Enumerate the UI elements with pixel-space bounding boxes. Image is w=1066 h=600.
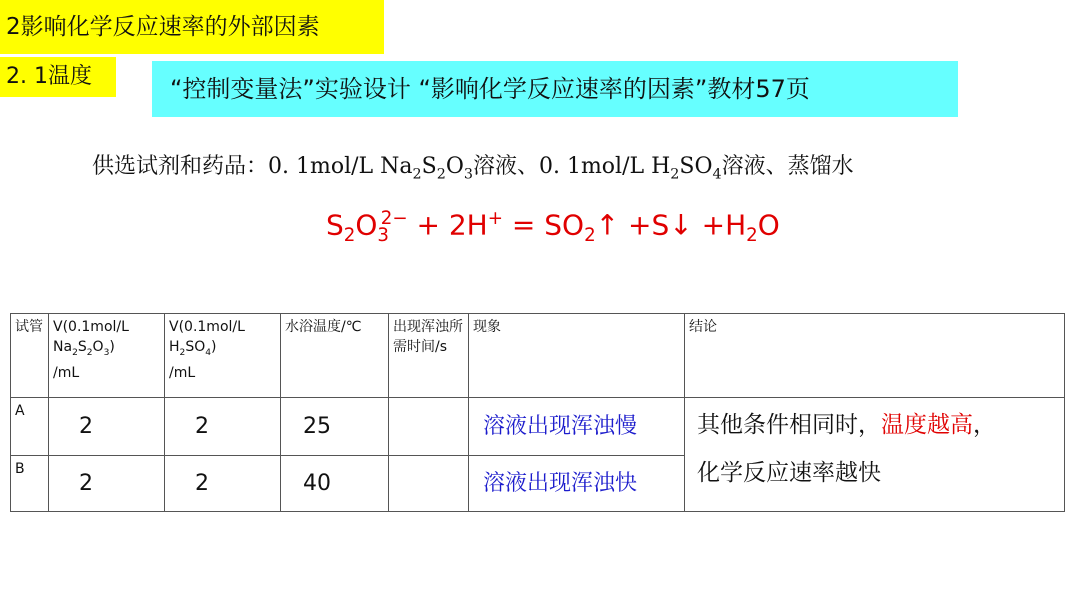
subscript: 2 — [584, 224, 596, 246]
formula-part: H — [651, 154, 671, 179]
reagents-prefix: 供选试剂和药品：0. 1mol/L — [92, 154, 381, 179]
phenomenon-value: 溶液出现浑浊慢 — [469, 398, 685, 456]
reagents-mid: 溶液、0. 1mol/L — [472, 154, 652, 179]
header-phenomenon: 现象 — [469, 314, 685, 398]
subsection-title: 2. 1温度 — [0, 57, 116, 97]
subscript: 2 — [670, 166, 680, 183]
subscript: 2 — [72, 347, 78, 358]
v1-value: 2 — [49, 456, 165, 512]
formula-part: Na — [53, 339, 73, 355]
experiment-table — [10, 313, 1065, 512]
header-temp: 水浴温度/℃ — [281, 314, 389, 398]
table-row — [11, 398, 1065, 456]
time-value — [389, 456, 469, 512]
header-v2 — [165, 314, 281, 398]
formula-part: S — [77, 339, 87, 355]
v2-value: 2 — [165, 398, 281, 456]
conclusion-cell — [685, 398, 1065, 512]
header-text: V(0.1mol/L — [169, 319, 245, 335]
header-v1 — [49, 314, 165, 398]
formula-part: = SO — [503, 208, 585, 242]
conclusion-text: 其他条件相同时， — [697, 412, 881, 438]
table-header-row — [11, 314, 1065, 398]
subscript: 2 — [179, 347, 186, 358]
formula-part: ↑ +S↓ +H — [595, 208, 747, 242]
header-unit: /mL — [53, 364, 80, 381]
subscript: 2 — [412, 166, 422, 183]
formula-part: Na — [380, 154, 413, 179]
subscript: 3 — [103, 347, 110, 358]
subscript: 2 — [746, 224, 758, 246]
header-unit: /mL — [169, 364, 196, 381]
temp-value: 25 — [281, 398, 389, 456]
superscript: 2− — [380, 208, 408, 229]
subscript: 2 — [343, 224, 356, 246]
conclusion-highlight: 温度越高 — [881, 412, 973, 438]
formula-part: O — [355, 208, 378, 242]
row-label: A — [11, 398, 49, 456]
reagents-line — [92, 149, 854, 182]
formula-part: SO — [679, 154, 713, 179]
subscript: 4 — [712, 166, 722, 183]
subscript: 4 — [205, 347, 212, 358]
formula-part: O — [92, 339, 104, 355]
formula-part: ) — [109, 339, 115, 355]
formula-part: O — [445, 154, 464, 179]
reagents-suffix: 溶液、蒸馏水 — [721, 154, 854, 179]
formula-part: H — [169, 339, 180, 355]
formula-part: S — [326, 208, 344, 242]
conclusion-text: ， — [973, 412, 996, 438]
v2-value: 2 — [165, 456, 281, 512]
row-label: B — [11, 456, 49, 512]
v1-value: 2 — [49, 398, 165, 456]
banner: “控制变量法”实验设计 “影响化学反应速率的因素”教材57页 — [152, 61, 958, 117]
header-tube: 试管 — [11, 314, 49, 398]
formula-part: + 2H — [407, 208, 488, 242]
header-conclusion: 结论 — [685, 314, 1065, 398]
formula-part: O — [757, 208, 780, 242]
subscript: 2 — [86, 347, 93, 358]
phenomenon-value: 溶液出现浑浊快 — [469, 456, 685, 512]
conclusion-text: 化学反应速率越快 — [697, 460, 881, 486]
temp-value: 40 — [281, 456, 389, 512]
subscript: 3 — [377, 224, 389, 246]
subscript: 2 — [436, 166, 446, 183]
formula-part: S — [421, 154, 437, 179]
ionic-equation — [326, 208, 780, 246]
superscript: + — [487, 208, 503, 229]
subscript: 3 — [463, 166, 473, 183]
header-time: 出现浑浊所需时间/s — [389, 314, 469, 398]
formula-part: ) — [211, 339, 217, 355]
formula-part: SO — [185, 339, 206, 355]
header-text: V(0.1mol/L — [53, 319, 129, 335]
time-value — [389, 398, 469, 456]
section-title: 2影响化学反应速率的外部因素 — [0, 0, 384, 54]
